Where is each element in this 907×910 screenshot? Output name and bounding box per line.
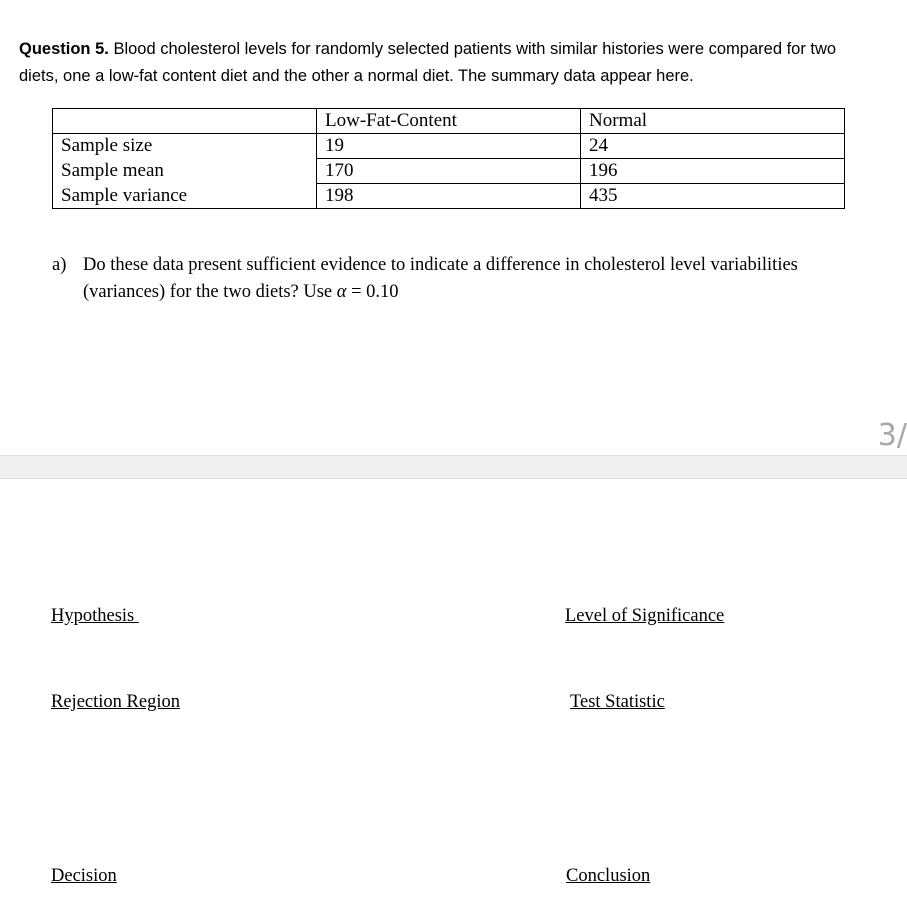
normal-value: 24 [581,134,845,159]
summary-table [52,108,845,209]
question-body: Blood cholesterol levels for randomly selected patients with similar histories were compared for two diets, one a low-fat content diet and the other a normal diet. The summary data appear here. [19,40,837,85]
part-a-label: a) [52,255,67,275]
table-header-cell: Low-Fat-Content [317,109,581,134]
low-fat-value: 170 [317,159,581,184]
row-label: Sample variance [53,184,317,209]
alpha-value: = 0.10 [346,282,399,302]
question-number: Question 5. [19,40,109,58]
part-a-question [52,252,852,306]
hypothesis-heading: Hypothesis [51,606,139,626]
table-row [53,159,845,184]
part-a-text [83,252,852,306]
alpha-symbol: α [336,282,347,302]
normal-value: 196 [581,159,845,184]
test-statistic-heading: Test Statistic [570,692,665,712]
part-a-body: Do these data present sufficient evidence to indicate a difference in cholesterol level variabilities (variances) for the two diets? Use [83,255,798,302]
question-text [19,36,879,90]
decision-heading: Decision [51,866,117,886]
page-break-divider [0,455,907,479]
low-fat-value: 19 [317,134,581,159]
table-header-row [53,109,845,134]
level-of-significance-heading: Level of Significance [565,606,725,626]
table-header-cell [53,109,317,134]
rejection-region-heading: Rejection Region [51,692,180,712]
conclusion-heading: Conclusion [566,866,651,886]
table-header-cell: Normal [581,109,845,134]
table-row [53,184,845,209]
row-label: Sample size [53,134,317,159]
row-label: Sample mean [53,159,317,184]
normal-value: 435 [581,184,845,209]
table-row [53,134,845,159]
page-number-marker: 3/ [877,418,907,453]
low-fat-value: 198 [317,184,581,209]
